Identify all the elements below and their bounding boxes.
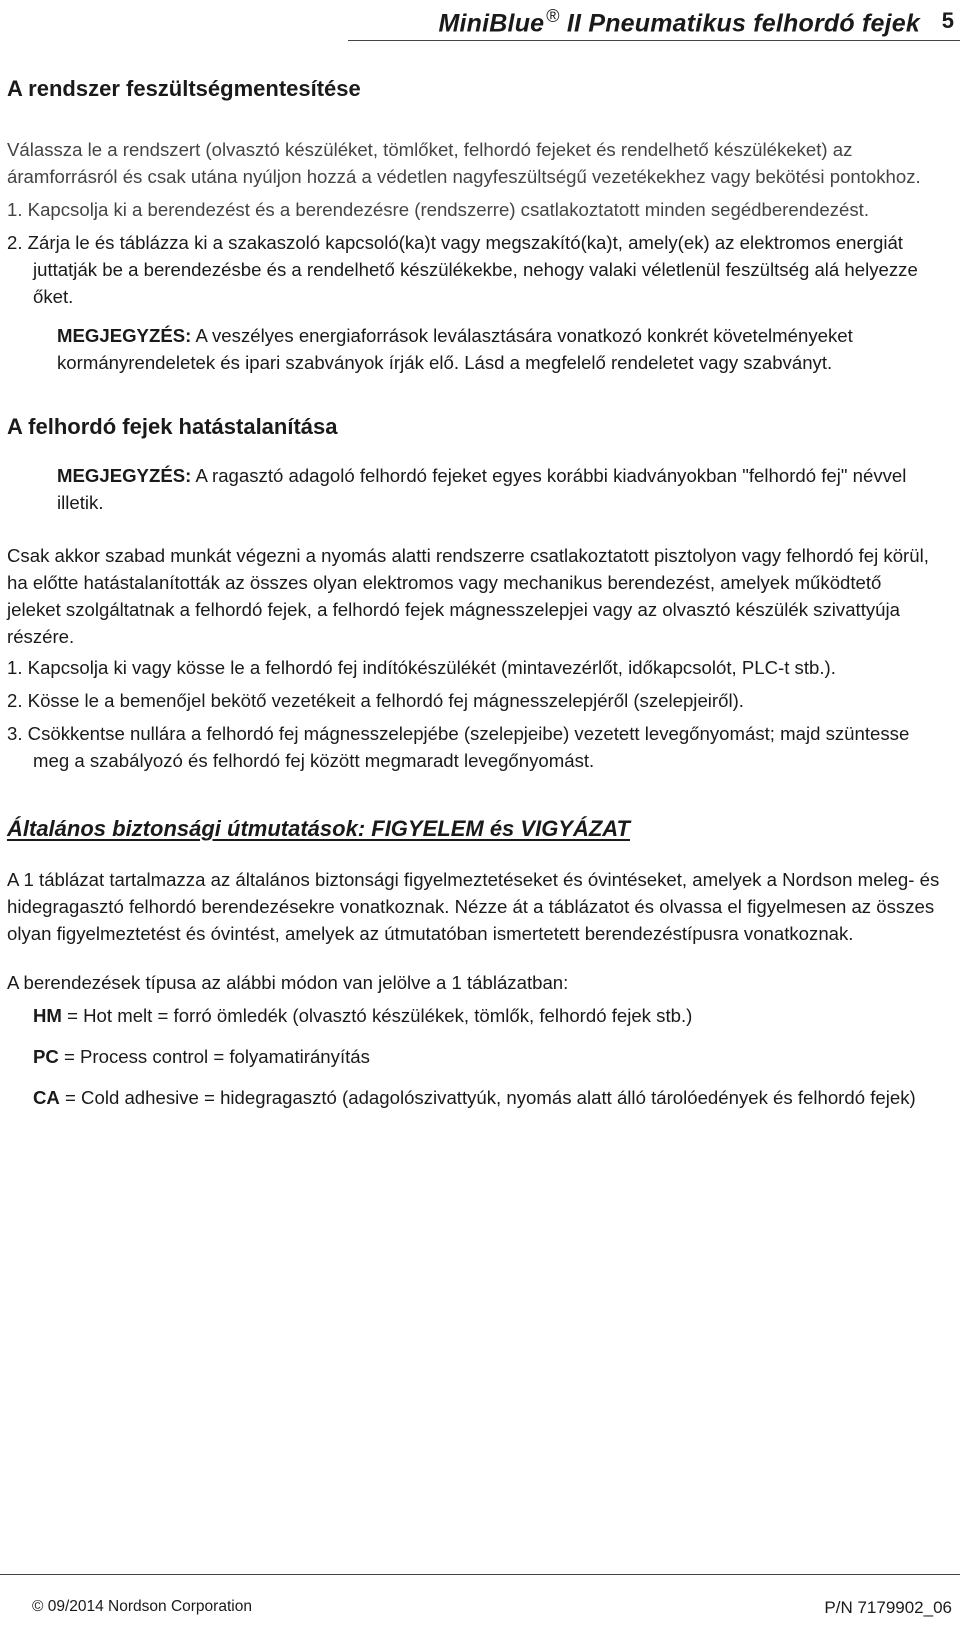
definition-abbr: HM bbox=[33, 1005, 62, 1026]
step-guns-3: 3. Csökkentse nullára a felhordó fej mágnesszelepjébe (szelepjeibe) vezetett levegőnyomást; majd szüntesse meg a szabályozó és felhordó fej között megmaradt levegőnyomást. bbox=[7, 723, 910, 771]
heading-safety: Általános biztonsági útmutatások: FIGYELEM és VIGYÁZAT bbox=[7, 816, 630, 841]
footer-part-number: P/N 7179902_06 bbox=[824, 1598, 952, 1617]
definition-text: = Cold adhesive = hidegragasztó (adagolószivattyúk, nyomás alatt álló tárolóedények és felhordó fejek) bbox=[59, 1087, 916, 1108]
definition-text: = Process control = folyamatirányítás bbox=[58, 1046, 370, 1067]
note-text: A veszélyes energiaforrások leválasztására vonatkozó konkrét követelményeket kormányrendeletek és ipari szabványok írják elő. Lásd a megfelelő rendeletet vagy szabványt. bbox=[57, 325, 853, 373]
page-footer bbox=[0, 1574, 960, 1634]
heading-disable-guns: A felhordó fejek hatástalanítása bbox=[7, 414, 338, 439]
definition-hm bbox=[33, 1002, 940, 1029]
note-disconnect bbox=[57, 322, 940, 376]
title-rest: II Pneumatikus felhordó fejek bbox=[566, 9, 920, 38]
definition-abbr: PC bbox=[33, 1046, 59, 1067]
paragraph-safety-2: A berendezések típusa az alábbi módon van jelölve a 1 táblázatban: bbox=[7, 972, 569, 993]
page-content bbox=[7, 74, 940, 1111]
heading-disconnect: A rendszer feszültségmentesítése bbox=[7, 76, 361, 101]
note-guns bbox=[57, 462, 940, 516]
paragraph-guns-intro: Csak akkor szabad munkát végezni a nyomás alatti rendszerre csatlakoztatott pisztolyon vagy felhordó fej körül, ha előtte hatástalanították az összes olyan elektromos vagy mechanikus berendezést, amelyek működtető jeleket szolgáltatnak a felhordó fejek, a felhordó fejek mágnesszelepjei vagy az olvasztó készülék szivattyúja részére. bbox=[7, 545, 929, 647]
definition-ca bbox=[33, 1084, 940, 1111]
brand-name: MiniBlue bbox=[438, 9, 545, 38]
page-header bbox=[0, 0, 960, 44]
header-rule bbox=[348, 40, 960, 41]
definition-abbr: CA bbox=[33, 1087, 60, 1108]
footer-rule bbox=[0, 1574, 960, 1575]
note-label: MEGJEGYZÉS: bbox=[57, 325, 192, 346]
step-guns-2: 2. Kösse le a bemenőjel bekötő vezetékeit a felhordó fej mágnesszelepjéről (szelepjeiről). bbox=[7, 690, 744, 711]
step-guns-1: 1. Kapcsolja ki vagy kösse le a felhordó fej indítókészülékét (mintavezérlőt, időkapcsolót, PLC-t stb.). bbox=[7, 657, 836, 678]
manual-title bbox=[439, 6, 921, 38]
footer-copyright: © 09/2014 Nordson Corporation bbox=[32, 1598, 252, 1615]
paragraph-disconnect-intro: Válassza le a rendszert (olvasztó készüléket, tömlőket, felhordó fejeket és rendelhető készülékeket) az áramforrásról és csak utána nyúljon hozzá a védetlen nagyfeszültségű vezetékekhez vagy bekötési pontokhoz. bbox=[7, 139, 921, 187]
registered-mark: ® bbox=[546, 6, 560, 26]
paragraph-safety-1: A 1 táblázat tartalmazza az általános biztonsági figyelmeztetéseket és óvintéseket, amelyek a Nordson meleg- és hidegragasztó felhordó berendezésekre vonatkoznak. Nézze át a táblázatot és olvassa el figyelmesen az összes olyan figyelmeztetést és óvintést, amelyek az útmutatóban ismertetett berendezéstípusra vonatkoznak. bbox=[7, 869, 940, 944]
note-label: MEGJEGYZÉS: bbox=[57, 465, 192, 486]
definition-text: = Hot melt = forró ömledék (olvasztó készülékek, tömlők, felhordó fejek stb.) bbox=[61, 1005, 693, 1026]
step-disconnect-1: 1. Kapcsolja ki a berendezést és a berendezésre (rendszerre) csatlakoztatott minden segédberendezést. bbox=[7, 199, 870, 220]
page-number: 5 bbox=[941, 8, 954, 33]
definition-pc bbox=[33, 1043, 940, 1070]
step-disconnect-2: 2. Zárja le és táblázza ki a szakaszoló kapcsoló(ka)t vagy megszakító(ka)t, amely(ek) az elektromos energiát juttatják be a berendezésbe és a rendelhető készülékekbe, nehogy valaki véletlenül feszültség alá helyezze őket. bbox=[7, 232, 918, 307]
note-text: A ragasztó adagoló felhordó fejeket egyes korábbi kiadványokban "felhordó fej" névvel illetik. bbox=[57, 465, 907, 513]
